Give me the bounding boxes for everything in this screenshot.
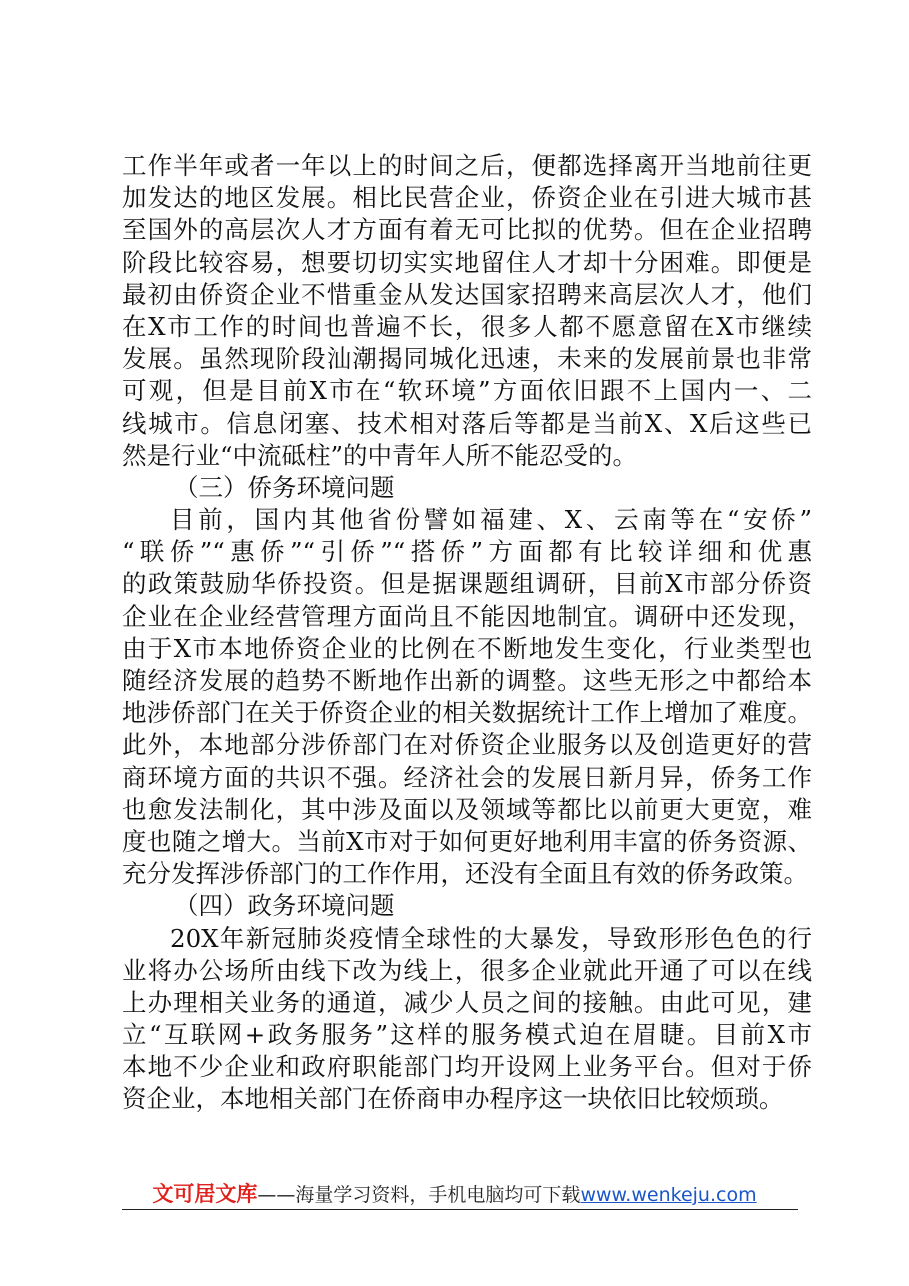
- text-line: 目前，国内其他省份譬如福建、X、云南等在“安侨”: [170, 505, 812, 535]
- text-line: 发展。虽然现阶段汕潮揭同城化迅速，未来的发展前景也非常: [122, 344, 812, 374]
- footer-brand: 文可居文库: [152, 1182, 258, 1206]
- text-line: 最初由侨资企业不惜重金从发达国家招聘来高层次人才，他们: [122, 279, 812, 309]
- text-line: 至国外的高层次人才方面有着无可比拟的优势。但在企业招聘: [122, 215, 812, 245]
- text-line: 随经济发展的趋势不断地作出新的调整。这些无形之中都给本: [122, 666, 812, 695]
- text-line: 也愈发法制化，其中涉及面以及领域等都比以前更大更宽，难: [122, 794, 812, 824]
- paragraph-government-affairs: [122, 923, 812, 1116]
- text-line: 充分发挥涉侨部门的工作作用，还没有全面且有效的侨务政策。: [122, 859, 808, 889]
- text-line: 的政策鼓励华侨投资。但是据课题组调研，目前X市部分侨资: [122, 569, 812, 599]
- text-line: 可观，但是目前X市在“软环境”方面依旧跟不上国内一、二: [122, 376, 812, 406]
- paragraph-overseas-affairs: [122, 504, 812, 890]
- document-body: [122, 150, 812, 1116]
- text-line: 由于X市本地侨资企业的比例在不断地发生变化，行业类型也: [122, 633, 812, 663]
- section-heading-overseas-affairs: （三）侨务环境问题: [174, 472, 395, 502]
- footer-tagline: ——海量学习资料，手机电脑均可下载: [257, 1184, 581, 1206]
- text-line: 企业在企业经营管理方面尚且不能因地制宜。调研中还发现，: [122, 601, 812, 631]
- text-line: “联侨”“惠侨”“引侨”“搭侨”方面都有比较详细和优惠: [122, 537, 812, 567]
- section-heading-government-affairs: （四）政务环境问题: [174, 891, 395, 921]
- text-line: 商环境方面的共识不强。经济社会的发展日新月异，侨务工作: [122, 762, 812, 792]
- text-line: 度也随之增大。当前X市对于如何更好地利用丰富的侨务资源、: [122, 826, 812, 856]
- footer-divider: [122, 1209, 798, 1210]
- text-line: 地涉侨部门在关于侨资企业的相关数据统计工作上增加了难度。: [122, 698, 812, 728]
- text-line: 在X市工作的时间也普遍不长，很多人都不愿意留在X市继续: [122, 311, 812, 341]
- text-line: 线城市。信息闭塞、技术相对落后等都是当前X、X后这些已: [122, 408, 812, 438]
- text-line: 上办理相关业务的通道，减少人员之间的接触。由此可见，建: [122, 987, 812, 1017]
- text-line: 资企业，本地相关部门在侨商申办程序这一块依旧比较烦琐。: [122, 1084, 784, 1114]
- text-line: 此外，本地部分涉侨部门在对侨资企业服务以及创造更好的营: [122, 730, 812, 760]
- text-line: 工作半年或者一年以上的时间之后，便都选择离开当地前往更: [122, 151, 812, 180]
- footer-link[interactable]: www.wenkeju.com: [580, 1184, 757, 1206]
- page-footer: [0, 1180, 909, 1209]
- text-line: 阶段比较容易，想要切切实实地留住人才却十分困难。即便是: [122, 247, 812, 277]
- text-line: 然是行业“中流砥柱”的中青年人所不能忍受的。: [122, 440, 638, 470]
- text-line: 加发达的地区发展。相比民营企业，侨资企业在引进大城市甚: [122, 183, 812, 213]
- text-line: 20X年新冠肺炎疫情全球性的大暴发，导致形形色色的行: [170, 923, 812, 953]
- text-line: 立“互联网+政务服务”这样的服务模式迫在眉睫。目前X市: [122, 1020, 812, 1050]
- text-line: 业将办公场所由线下改为线上，很多企业就此开通了可以在线: [122, 955, 812, 985]
- text-line: 本地不少企业和政府职能部门均开设网上业务平台。但对于侨: [122, 1052, 812, 1082]
- paragraph-talent: [122, 150, 812, 472]
